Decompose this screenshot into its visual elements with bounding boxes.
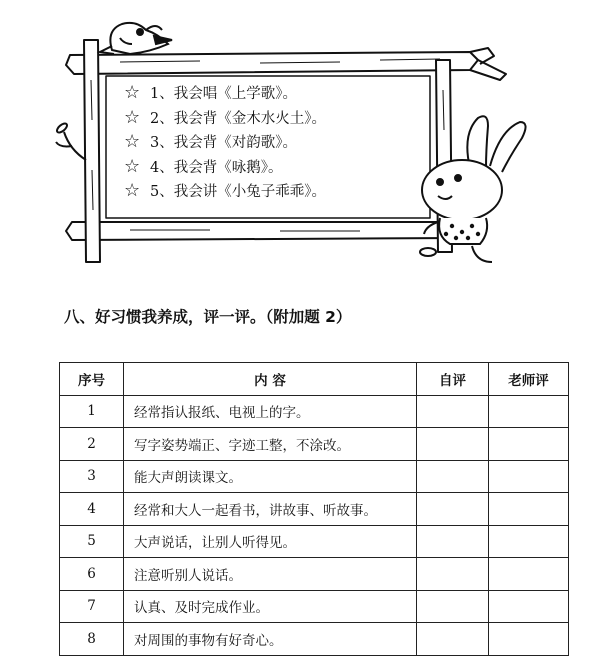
table-row xyxy=(60,558,569,591)
row-number: 1 xyxy=(60,395,124,428)
table-row xyxy=(60,623,569,656)
table-row xyxy=(60,395,569,428)
self-evaluation-cell[interactable] xyxy=(417,428,489,461)
self-evaluation-cell[interactable] xyxy=(417,460,489,493)
list-item xyxy=(124,131,326,156)
self-evaluation-cell[interactable] xyxy=(417,558,489,591)
row-content: 认真、及时完成作业。 xyxy=(124,590,417,623)
teacher-evaluation-cell[interactable] xyxy=(489,460,569,493)
row-content: 经常和大人一起看书，讲故事、听故事。 xyxy=(124,493,417,526)
teacher-evaluation-cell[interactable] xyxy=(489,493,569,526)
row-content: 大声说话，让别人听得见。 xyxy=(124,525,417,558)
table-row xyxy=(60,428,569,461)
header-teacher-evaluation: 老师评 xyxy=(489,363,569,396)
teacher-evaluation-cell[interactable] xyxy=(489,525,569,558)
row-content: 注意听别人说话。 xyxy=(124,558,417,591)
list-item xyxy=(124,156,326,181)
table-row xyxy=(60,493,569,526)
teacher-evaluation-cell[interactable] xyxy=(489,395,569,428)
section-title: 八、好习惯我养成，评一评。（附加题 2） xyxy=(64,308,352,326)
table-header-row xyxy=(60,363,569,396)
header-self-evaluation: 自评 xyxy=(417,363,489,396)
list-item xyxy=(124,107,326,132)
row-number: 4 xyxy=(60,493,124,526)
self-evaluation-cell[interactable] xyxy=(417,395,489,428)
table-row xyxy=(60,460,569,493)
list-item-text: 5、我会讲《小兔子乖乖》。 xyxy=(150,184,326,200)
list-item xyxy=(124,82,326,107)
self-evaluation-cell[interactable] xyxy=(417,623,489,656)
row-content: 能大声朗读课文。 xyxy=(124,460,417,493)
list-item xyxy=(124,180,326,205)
habit-evaluation-table xyxy=(59,362,569,656)
list-item-text: 4、我会背《咏鹅》。 xyxy=(150,159,283,176)
row-content: 经常指认报纸、电视上的字。 xyxy=(124,395,417,428)
bird-icon xyxy=(100,23,172,54)
row-number: 8 xyxy=(60,623,124,656)
row-content: 写字姿势端正、字迹工整，不涂改。 xyxy=(124,428,417,461)
row-number: 5 xyxy=(60,525,124,558)
teacher-evaluation-cell[interactable] xyxy=(489,590,569,623)
header-number: 序号 xyxy=(60,363,124,396)
row-number: 6 xyxy=(60,558,124,591)
row-number: 2 xyxy=(60,428,124,461)
table-row xyxy=(60,590,569,623)
row-content: 对周围的事物有好奇心。 xyxy=(124,623,417,656)
teacher-evaluation-cell[interactable] xyxy=(489,558,569,591)
header-content: 内 容 xyxy=(124,363,417,396)
star-icon: ☆ xyxy=(124,106,141,128)
row-number: 3 xyxy=(60,460,124,493)
board-recitation-list xyxy=(124,82,326,205)
star-icon: ☆ xyxy=(124,180,141,201)
table-row xyxy=(60,525,569,558)
row-number: 7 xyxy=(60,590,124,623)
list-item-text: 2、我会背《金木水火土》。 xyxy=(150,110,326,127)
list-item-text: 3、我会背《对韵歌》。 xyxy=(150,135,297,151)
star-icon: ☆ xyxy=(124,155,141,177)
self-evaluation-cell[interactable] xyxy=(417,493,489,526)
self-evaluation-cell[interactable] xyxy=(417,590,489,623)
teacher-evaluation-cell[interactable] xyxy=(489,623,569,656)
teacher-evaluation-cell[interactable] xyxy=(489,428,569,461)
self-evaluation-cell[interactable] xyxy=(417,525,489,558)
star-icon: ☆ xyxy=(124,82,141,103)
star-icon: ☆ xyxy=(124,131,141,152)
list-item-text: 1、我会唱《上学歌》。 xyxy=(150,86,297,102)
